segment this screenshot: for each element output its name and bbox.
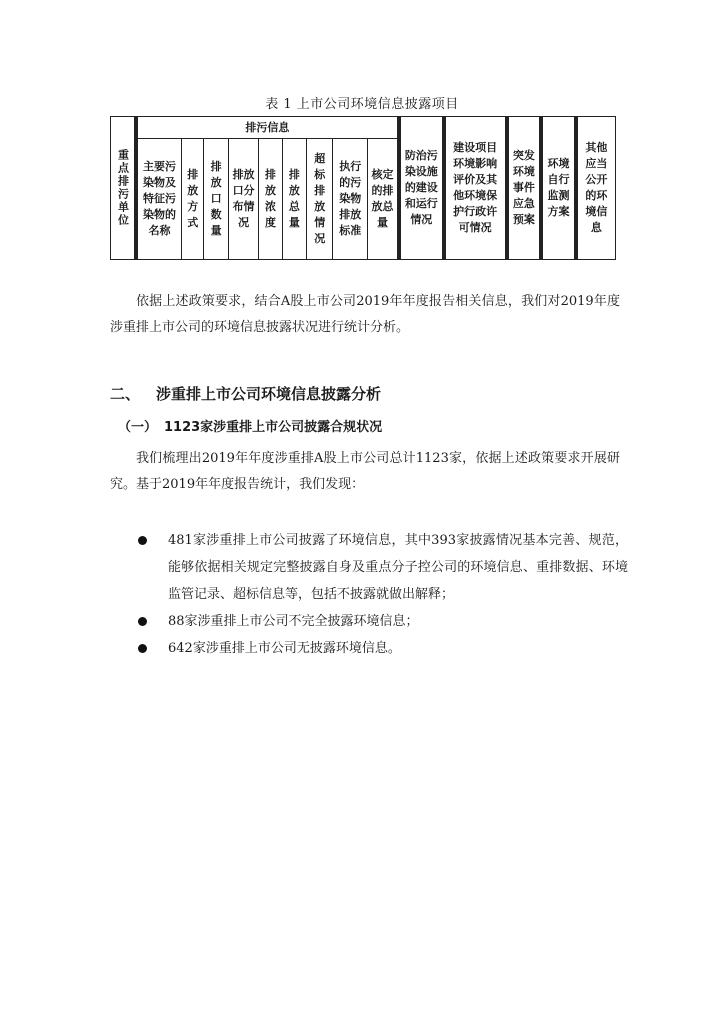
list-item: 88家涉重排上市公司不完全披露环境信息； [138,608,628,635]
header-discharge-concentration: 排放浓度 [259,139,282,260]
header-pollutant-names: 主要污染物及特征污染物的名称 [137,139,182,260]
disclosure-items-table [110,116,616,260]
list-item: 642家涉重排上市公司无披露环境信息。 [138,635,628,662]
bullet-icon [138,644,147,653]
header-prevention-facilities: 防治污染设施的建设和运行情况 [400,117,443,260]
subsection-heading [118,416,382,435]
header-approved-total: 核定的排放总量 [367,139,397,260]
header-exceedance: 超标排放情况 [307,139,333,260]
subsection-title: 1123家涉重排上市公司披露合规状况 [164,420,383,435]
subsection-number: （一） [118,420,158,435]
body-paragraph: 我们梳理出2019年年度涉重排A股上市公司总计1123家，依据上述政策要求开展研究。基于2019年年度报告统计，我们发现： [110,451,620,492]
list-item: 481家涉重排上市公司披露了环境信息，其中393家披露情况基本完善、规范，能够依据相关规定完整披露自身及重点分子控公司的环境信息、重排数据、环境监管记录、超标信息等，包括不披露就做出解释； [138,527,628,608]
section-number: 二、 [110,385,141,403]
intro-paragraph: 依据上述政策要求，结合A股上市公司2019年年度报告相关信息，我们对2019年度涉重排上市公司的环境信息披露状况进行统计分析。 [110,294,620,335]
bullet-icon [138,617,147,626]
header-emergency-plan: 突发环境事件应急预案 [508,117,541,260]
header-self-monitoring: 环境自行监测方案 [542,117,575,260]
bullet-icon [138,536,147,545]
header-key-unit: 重点排污单位 [111,117,135,260]
header-other-info: 其他应当公开的环境信息 [577,117,616,260]
header-discharge-method: 排放方式 [182,139,204,260]
header-discharge-total: 排放总量 [282,139,306,260]
table-caption: 表 1 上市公司环境信息披露项目 [265,97,459,112]
section-title: 涉重排上市公司环境信息披露分析 [156,385,382,403]
findings-list [138,527,628,662]
header-pollution-info: 排污信息 [137,117,398,139]
header-outlet-count: 排放口数量 [204,139,228,260]
header-eia-permit: 建设项目环境影响评价及其他环境保护行政许可情况 [445,117,506,260]
header-outlet-distribution: 排放口分布情况 [228,139,258,260]
section-heading [110,383,381,404]
header-emission-standard: 执行的污染物排放标准 [333,139,368,260]
